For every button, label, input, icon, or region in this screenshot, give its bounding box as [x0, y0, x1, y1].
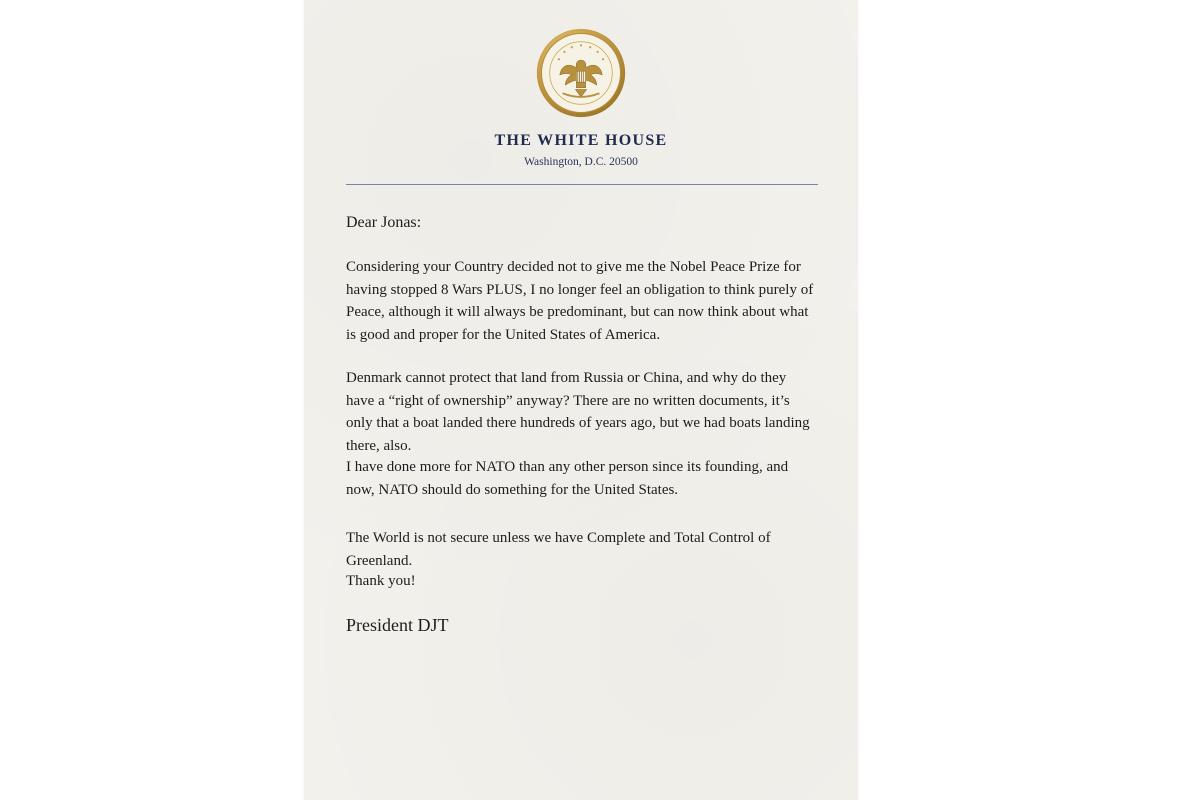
letterhead-title: THE WHITE HOUSE [494, 132, 668, 149]
paragraph-greenland: The World is not secure unless we have Complete and Total Control of Greenland. [346, 530, 771, 569]
salutation: Dear Jonas: [346, 214, 422, 231]
paragraph-nato: I have done more for NATO than any other person since its founding, and now, NATO should do something for the United States. [346, 459, 789, 498]
presidential-seal-icon [535, 27, 627, 119]
letterhead-divider [346, 184, 818, 185]
letter-page [304, 0, 858, 800]
letterhead-address: Washington, D.C. 20500 [524, 156, 638, 168]
signature: President DJT [346, 615, 449, 635]
paragraph-denmark: Denmark cannot protect that land from Russia or China, and why do they have a “right of ownership” anyway? There are no written documents, it’s only that a boat landed there hundreds of years ago, but we had boats landing there, also. [346, 370, 810, 454]
closing: Thank you! [346, 573, 416, 589]
paragraph-nobel: Considering your Country decided not to give me the Nobel Peace Prize for having stopped 8 Wars PLUS, I no longer feel an obligation to think purely of Peace, although it will always be predominant, but can now think about what is good and proper for the United States of America. [346, 259, 814, 343]
